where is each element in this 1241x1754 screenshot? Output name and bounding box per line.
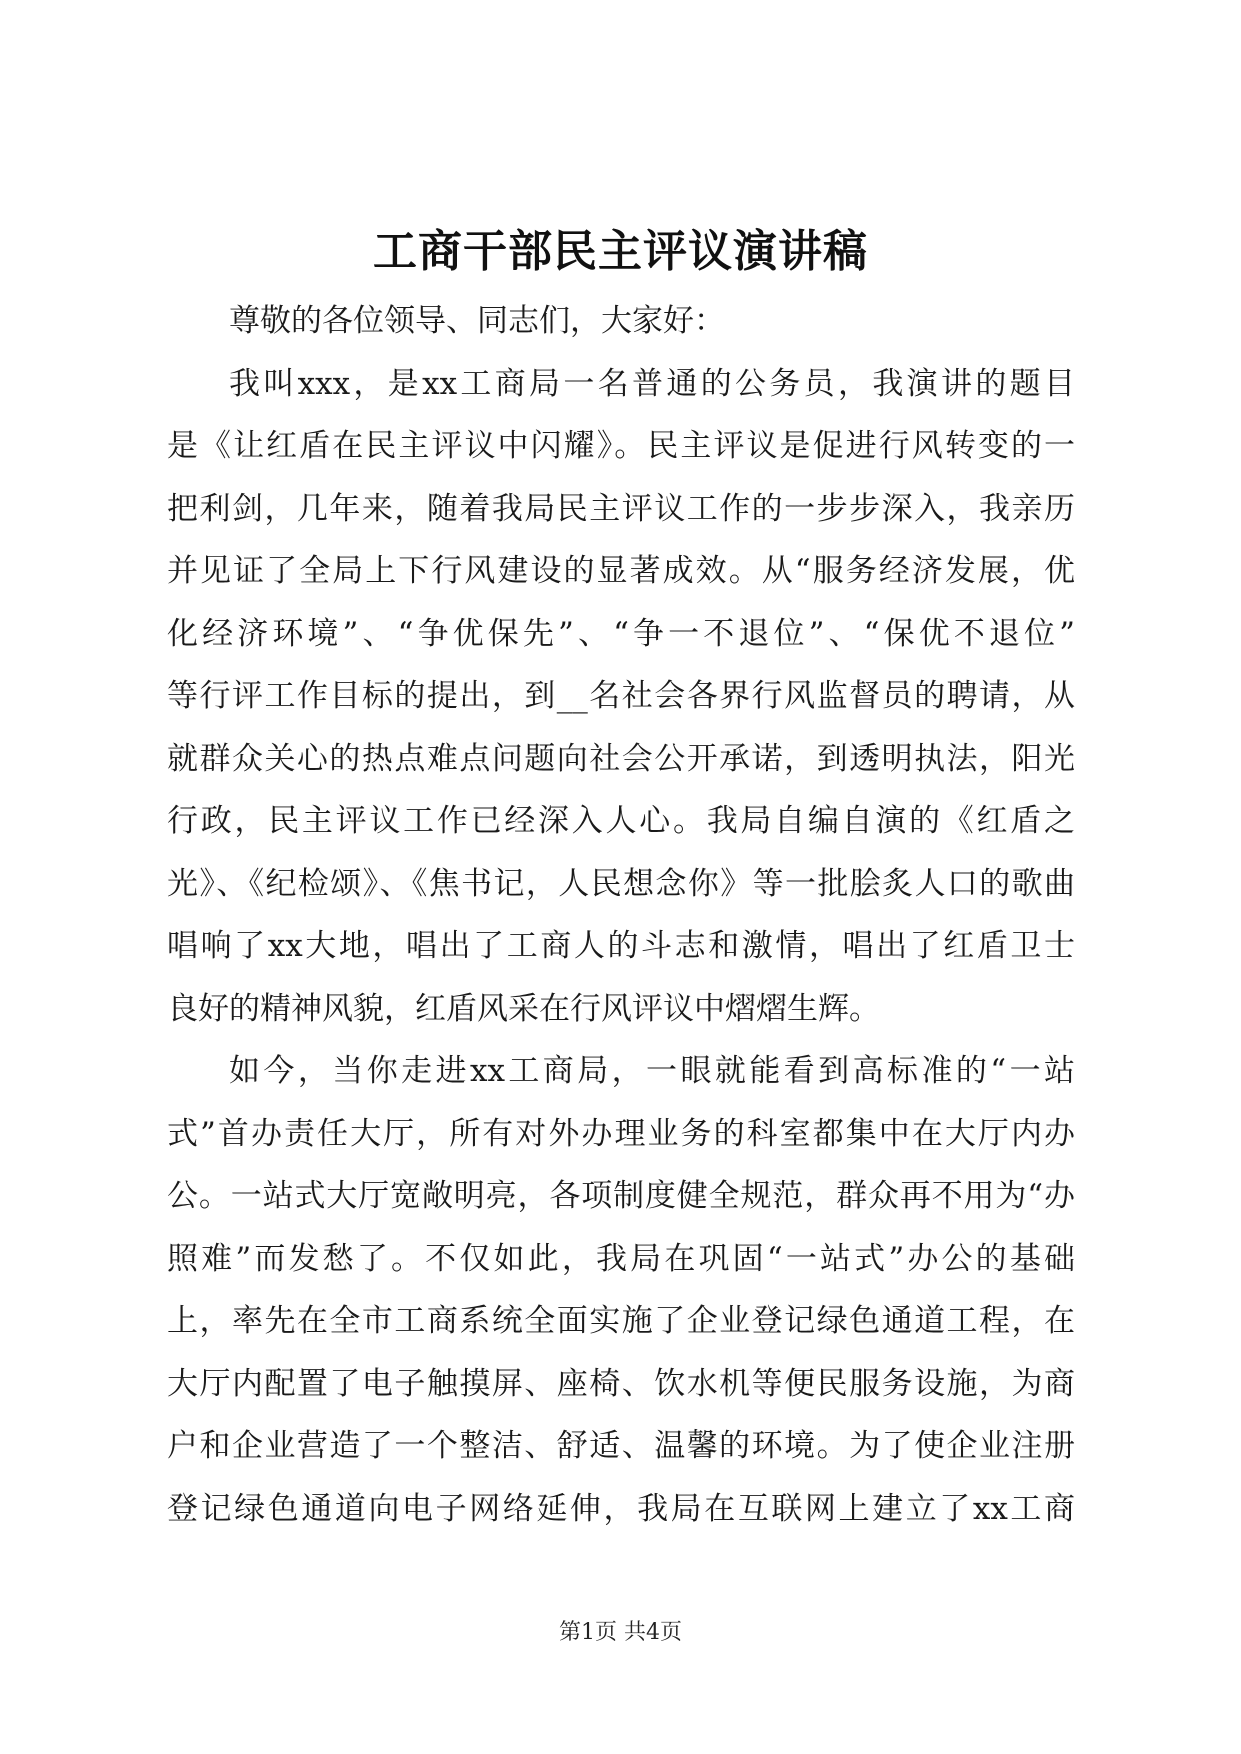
text-line: 良好的精神风貌，红盾风采在行风评议中熠熠生辉。 (167, 990, 880, 1027)
text-line: 化经济环境”、“争优保先”、“争一不退位”、“保优不退位” (167, 615, 1075, 652)
text-line: 等行评工作目标的提出，到__名社会各界行风监督员的聘请，从 (167, 678, 1075, 714)
text-line: 登记绿色通道向电子网络延伸，我局在互联网上建立了xx工商 (167, 1490, 1075, 1527)
text-line: 大厅内配置了电子触摸屏、座椅、饮水机等便民服务设施，为商 (167, 1365, 1075, 1402)
text-line: 我叫xxx，是xx工商局一名普通的公务员，我演讲的题目 (229, 365, 1075, 402)
document-body (167, 290, 1075, 1540)
text-line: 唱响了xx大地，唱出了工商人的斗志和激情，唱出了红盾卫士 (167, 928, 1075, 964)
text-line: 行政，民主评议工作已经深入人心。我局自编自演的《红盾之 (167, 803, 1075, 839)
text-line: 把利剑，几年来，随着我局民主评议工作的一步步深入，我亲历 (167, 490, 1075, 527)
page-footer: 第1页 共4页 (559, 1620, 682, 1645)
text-line: 公。一站式大厅宽敞明亮，各项制度健全规范，群众再不用为“办 (167, 1178, 1075, 1214)
text-line: 上，率先在全市工商系统全面实施了企业登记绿色通道工程，在 (167, 1303, 1075, 1339)
text-line: 如今，当你走进xx工商局，一眼就能看到高标准的“一站 (229, 1053, 1075, 1089)
text-line: 并见证了全局上下行风建设的显著成效。从“服务经济发展，优 (167, 553, 1075, 589)
text-line: 式”首办责任大厅，所有对外办理业务的科室都集中在大厅内办 (167, 1115, 1075, 1152)
text-line: 就群众关心的热点难点问题向社会公开承诺，到透明执法，阳光 (167, 740, 1075, 777)
text-line: 户和企业营造了一个整洁、舒适、温馨的环境。为了使企业注册 (167, 1428, 1075, 1464)
document-title: 工商干部民主评议演讲稿 (373, 226, 868, 277)
text-line: 是《让红盾在民主评议中闪耀》。民主评议是促进行风转变的一 (167, 428, 1075, 464)
text-line: 光》、《纪检颂》、《焦书记，人民想念你》等一批脍炙人口的歌曲 (167, 865, 1075, 902)
text-line: 照难”而发愁了。不仅如此，我局在巩固“一站式”办公的基础 (167, 1240, 1075, 1277)
text-line: 尊敬的各位领导、同志们，大家好： (229, 303, 725, 339)
